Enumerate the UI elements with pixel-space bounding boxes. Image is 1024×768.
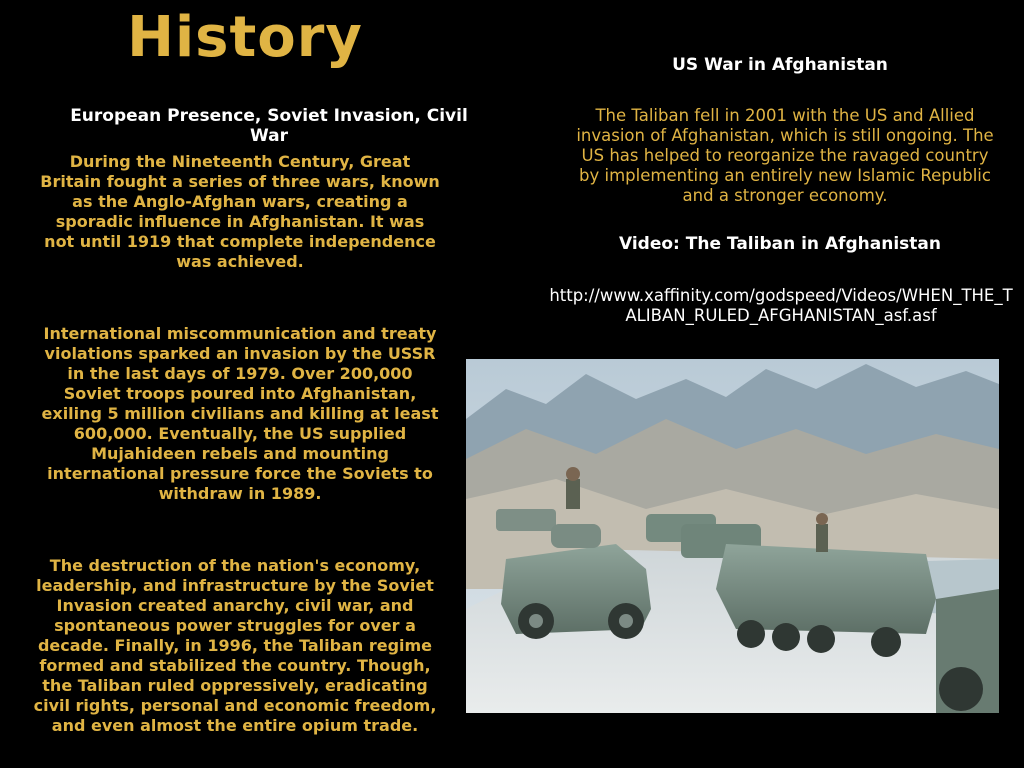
- video-link[interactable]: http://www.xaffinity.com/godspeed/Videos/WHEN_THE_TALIBAN_RULED_AFGHANISTAN_asf.asf: [549, 286, 1013, 325]
- right-section-heading: US War in Afghanistan: [672, 55, 888, 75]
- slide-title: History: [127, 5, 363, 70]
- history-paragraph-british: During the Nineteenth Century, Great Britain fought a series of three wars, known as the Anglo-Afghan wars, creating a sporadic influence in Afghanistan. It was not until 1919 that complete independence was achieved.: [40, 152, 440, 271]
- video-heading: Video: The Taliban in Afghanistan: [618, 234, 941, 254]
- history-paragraph-civil-war: The destruction of the nation's economy, leadership, and infrastructure by the Soviet Invasion created anarchy, civil war, and spontaneous power struggles for over a decade. Finally, in 1996, the Taliban regime formed and stabilized the country. Though, the Taliban ruled oppressively, eradicating civil rights, personal and economic freedom, and even almost the entire opium trade.: [33, 556, 437, 735]
- us-war-paragraph: The Taliban fell in 2001 with the US and Allied invasion of Afghanistan, which is still ongoing. The US has helped to reorganize the ravaged country by implementing an entirely new Islamic Republic and a stronger economy.: [576, 106, 994, 205]
- history-paragraph-soviet: International miscommunication and treaty violations sparked an invasion by the USSR in the last days of 1979. Over 200,000 Soviet troops poured into Afghanistan, exiling 5 million civilians and killing at least 600,000. Eventually, the US supplied Mujahideen rebels and mounting international pressure force the Soviets to withdraw in 1989.: [41, 324, 439, 503]
- left-section-heading: European Presence, Soviet Invasion, Civil War: [70, 106, 468, 146]
- soviet-convoy-photo: [466, 359, 999, 713]
